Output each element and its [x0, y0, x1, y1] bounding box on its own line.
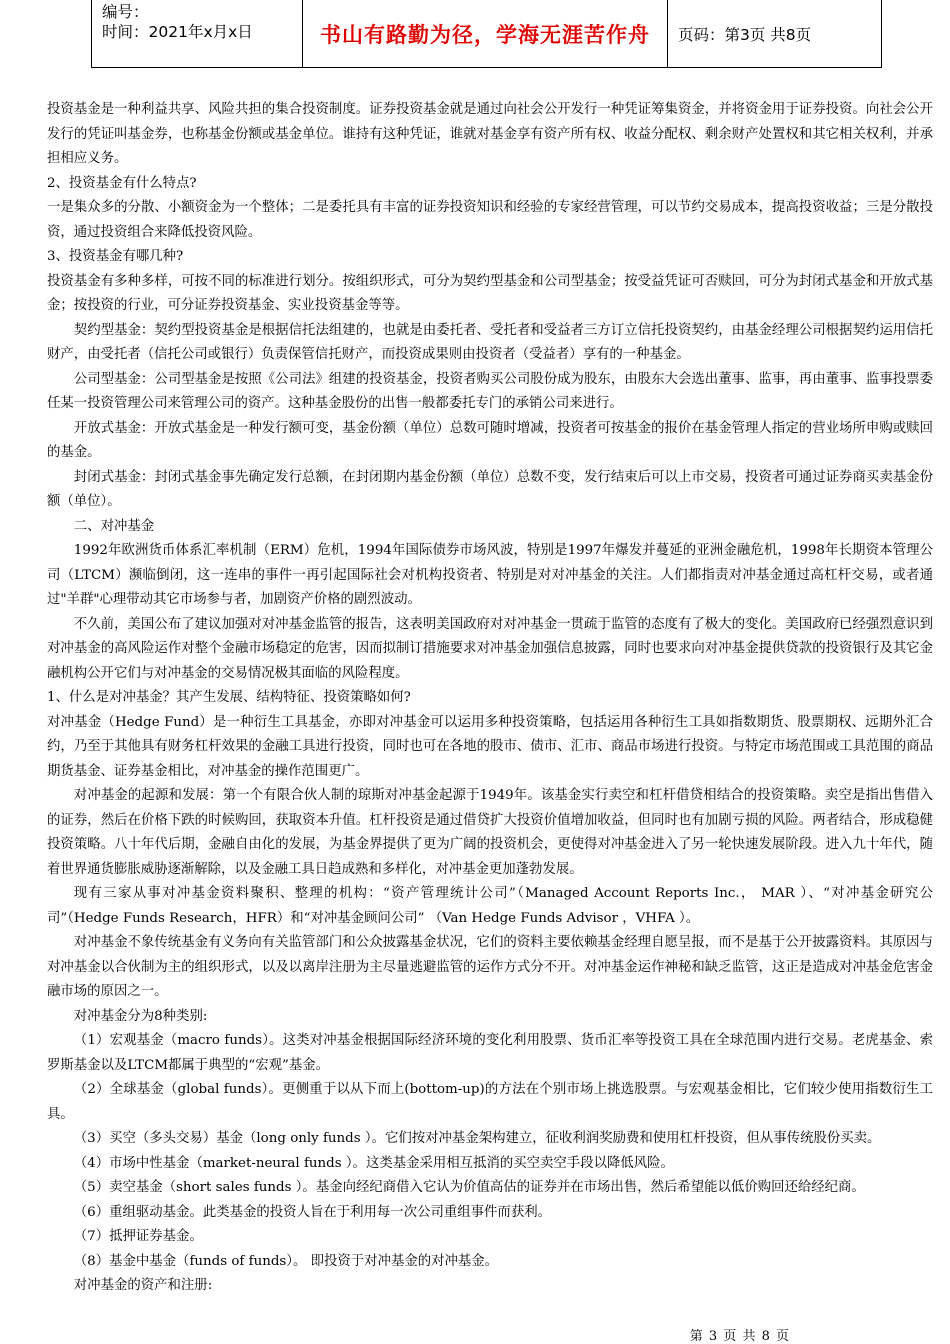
paragraph-categories-intro: 对冲基金分为8种类别:	[73, 1008, 208, 1024]
page-footer: 第 3 页 共 8 页	[689, 1329, 790, 1344]
paragraph-disclosure: 对冲基金不象传统基金有义务向有关监管部门和公众披露基金状况，它们的资料主要依赖基金经理自愿呈报，而不是基于公开披露资料。其原因与对冲基金以合伙制为主的组织形式，以及以离岸注册为主尽量逃避监管的运作方式分不开。对冲基金运作神秘和缺乏监管，这正是造成对冲基金危害金融市场的原因之一。	[47, 935, 933, 999]
heading-fund-types: 3、投资基金有哪几种?	[47, 249, 184, 264]
paragraph-contract-fund: 契约型基金：契约型投资基金是根据信托法组建的，也就是由委托者、受托者和受益者三方订立信托投资契约，由基金经理公司根据契约运用信托财产，由受托者（信托公司或银行）负责保管信托财产，而投资成果则由投资者（受益者）享有的一种基金。	[47, 322, 933, 362]
paragraph-origin-development: 对冲基金的起源和发展：第一个有限合伙人制的琼斯对冲基金起源于1949年。该基金实行卖空和杠杆借贷相结合的投资策略。卖空是指出售借入的证券，然后在价格下跌的时候购回，获取资本升值。杠杆投资是通过借贷扩大投资价值增加收益，但同时也有加剧亏损的风险。两者结合，形成稳健投资策略。八十年代后期，金融自由化的发展，为基金界提供了更为广阔的投资机会，更使得对冲基金进入了另一轮快速发展阶段。进入九十年代，随着世界通货膨胀威胁逐渐解除，以及金融工具日趋成熟和多样化，对冲基金更加蓬勃发展。	[47, 788, 933, 877]
paragraph-data-agencies: 现有三家从事对冲基金资料聚积、整理的机构：“资产管理统计公司”（Managed Account Reports Inc.， MAR ）、“对冲基金研究公司”（Hedge Funds Research，HFR）和“对冲基金顾问公司” （Van Hedge Funds Advisor ，VHFA ）。	[47, 886, 933, 926]
header-motto-cell	[303, 0, 668, 67]
paragraph-crises: 1992年欧洲货币体系汇率机制（ERM）危机，1994年国际债券市场风波，特别是1997年爆发并蔓延的亚洲金融危机，1998年长期资本管理公司（LTCM）濒临倒闭，这一连串的事件一再引起国际社会对机构投资者、特别是对对冲基金的关注。人们都指责对冲基金通过高杠杆交易，或者通过"羊群"心理带动其它市场参与者，加剧资产价格的剧烈波动。	[47, 543, 933, 607]
list-item-short-sales-funds: （5）卖空基金（short sales funds ）。基金向经纪商借入它认为价值高估的证券并在市场出售，然后希望能以低价购回还给经纪商。	[73, 1180, 865, 1195]
paragraph-fund-definition: 投资基金是一种利益共享、风险共担的集合投资制度。证券投资基金就是通过向社会公开发行一种凭证筹集资金，并将资金用于证券投资。向社会公开发行的凭证叫基金券，也称基金份额或基金单位。谁持有这种凭证，谁就对基金享有资产所有权、收益分配权、剩余财产处置权和其它相关权利，并承担相应义务。	[47, 102, 933, 166]
page-info: 页码：第3页 共8页	[678, 25, 812, 44]
paragraph-us-regulation: 不久前，美国公布了建议加强对对冲基金监管的报告，这表明美国政府对对冲基金一贯疏于监管的态度有了极大的变化。美国政府已经强烈意识到对冲基金的高风险运作对整个金融市场稳定的危害，因而拟制订措施要求对冲基金加强信息披露，同时也要求向对冲基金提供贷款的投资银行及其它金融机构公开它们与对冲基金的交易情况极其面临的风险程度。	[47, 616, 933, 681]
paragraph-closed-end-fund: 封闭式基金：封闭式基金事先确定发行总额，在封闭期内基金份额（单位）总数不变，发行结束后可以上市交易，投资者可通过证券商买卖基金份额（单位）。	[47, 469, 933, 509]
header-page-cell	[668, 0, 881, 67]
section-heading-hedge-fund: 二、对冲基金	[73, 518, 155, 534]
paragraph-assets-registration: 对冲基金的资产和注册:	[73, 1278, 213, 1293]
number-label: 编号：	[102, 3, 149, 21]
paragraph-fund-features: 一是集众多的分散、小额资金为一个整体；二是委托具有丰富的证券投资知识和经验的专家经营管理，可以节约交易成本，提高投资收益；三是分散投资，通过投资组合来降低投资风险。	[47, 200, 933, 240]
paragraph-fund-types: 投资基金有多种多样，可按不同的标准进行划分。按组织形式，可分为契约型基金和公司型基金；按受益凭证可否赎回，可分为封闭式基金和开放式基金；按投资的行业，可分证券投资基金、实业投资基金等等。	[47, 273, 933, 313]
paragraph-open-end-fund: 开放式基金：开放式基金是一种发行额可变，基金份额（单位）总数可随时增减，投资者可按基金的报价在基金管理人指定的营业场所申购或赎回的基金。	[47, 420, 933, 460]
list-item-mortgage-funds: （7）抵押证券基金。	[73, 1229, 203, 1244]
heading-fund-features: 2、投资基金有什么特点?	[47, 175, 197, 191]
paragraph-hedge-fund-definition: 对冲基金（Hedge Fund）是一种衍生工具基金，亦即对冲基金可以运用多种投资策略，包括运用各种衍生工具如指数期货、股票期权、远期外汇合约，乃至于其他具有财务杠杆效果的金融工具进行投资，同时也可在各地的股市、债市、汇市、商品市场进行投资。与特定市场范围或工具范围的商品期货基金、证券基金相比，对冲基金的操作范围更广。	[47, 714, 933, 779]
list-item-restructuring-funds: （6）重组驱动基金。此类基金的投资人旨在于利用每一次公司重组事件而获利。	[73, 1204, 551, 1220]
list-item-global-funds: （2）全球基金（global funds）。更侧重于以从下而上(bottom-up)的方法在个别市场上挑选股票。与宏观基金相比，它们较少使用指数衍生工具。	[47, 1082, 933, 1122]
heading-what-is-hedge-fund: 1、什么是对冲基金？其产生发展、结构特征、投资策略如何?	[47, 690, 411, 705]
list-item-macro-funds: （1）宏观基金（macro funds）。这类对冲基金根据国际经济环境的变化利用股票、货币汇率等投资工具在全球范围内进行交易。老虎基金、索罗斯基金以及LTCM都属于典型的“宏观”基金。	[47, 1033, 933, 1073]
time-label: 时间：2021年x月x日	[102, 23, 253, 41]
list-item-long-only-funds: （3）买空（多头交易）基金（long only funds ）。它们按对冲基金架构建立，征收利润奖励费和使用杠杆投资，但从事传统股份买卖。	[73, 1131, 881, 1146]
motto-text: 书山有路勤为径，学海无涯苦作舟	[320, 22, 650, 47]
list-item-market-neutral-funds: （4）市场中性基金（market-neural funds ）。这类基金采用相互抵消的买空卖空手段以降低风险。	[73, 1155, 674, 1171]
document-body	[47, 98, 933, 1299]
list-item-fund-of-funds: （8）基金中基金（funds of funds）。 即投资于对冲基金的对冲基金。	[73, 1253, 499, 1269]
paragraph-corporate-fund: 公司型基金：公司型基金是按照《公司法》组建的投资基金，投资者购买公司股份成为股东，由股东大会选出董事、监事，再由董事、监事投票委任某一投资管理公司来管理公司的资产。这种基金股份的出售一般都委托专门的承销公司来进行。	[47, 371, 933, 411]
page-header	[91, 0, 882, 68]
header-meta	[92, 0, 303, 67]
